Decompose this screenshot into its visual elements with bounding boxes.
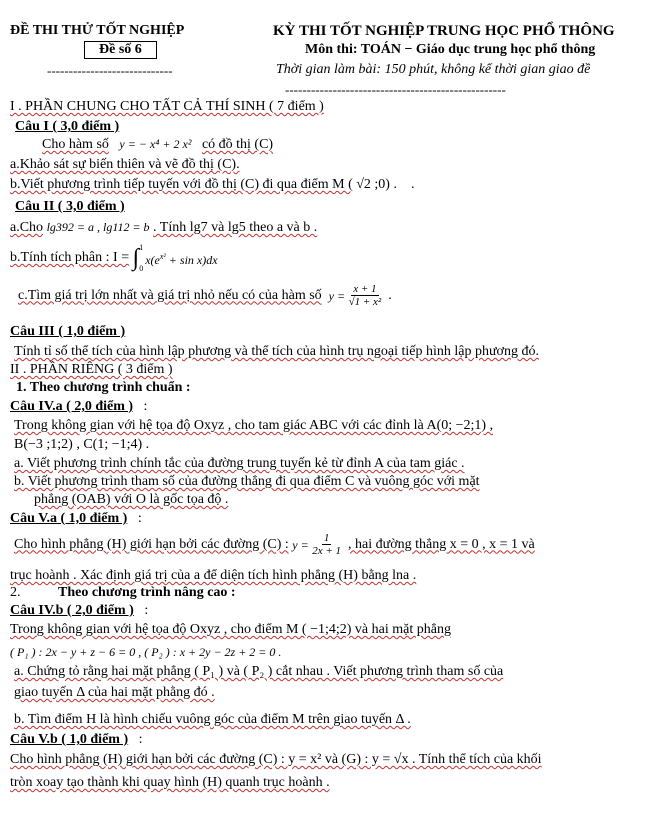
question-2-c (18, 283, 392, 308)
question-4b-a2: giao tuyến Δ của hai mặt phằng đó . (14, 685, 215, 700)
exam-code-box: Đề số 6 (84, 41, 157, 59)
question-4b-b: b. Tìm điểm H là hình chiếu vuông góc của điểm M trên giao tuyến Δ . (14, 712, 411, 727)
header-left-rule: ----------------------------- (47, 63, 173, 78)
program-2-num: 2. (10, 585, 21, 600)
q2-integral (133, 243, 218, 273)
q5a-line1-post: , hai đường thẳng x = 0 , x = 1 và (348, 536, 535, 552)
question-4b-a1: a. Chứng tỏ rằng hai mặt phẳng ( P₁ ) và ( P₂ ) cắt nhau . Viết phương trình tham số của (14, 664, 504, 679)
question-1-b (10, 177, 414, 193)
q1-b-dot: . (410, 177, 415, 192)
integral-limits (139, 243, 143, 273)
question-3-text: Tính tỉ số thể tích của hình lập phương và thể tích của hình trụ ngoại tiếp hình lập phương đó. (14, 344, 539, 359)
question-4b-heading: Câu IV.b ( 2,0 điểm ) (10, 603, 134, 618)
question-4b-heading-row (10, 603, 148, 619)
q2-c-fraction: $\frac{x + 1}{\text{√1 + x²}}$ (348, 283, 382, 308)
question-4a-line1: Trong không gian với hệ tọa độ Oxyz , cho tam giác ABC với các đỉnh là A(0; −2;1) , (14, 418, 494, 433)
question-5b-line2: tròn xoay tạo thành khi quay hình (H) quanh trục hoành . (10, 775, 330, 790)
question-2-heading: Câu II ( 3,0 điểm ) (15, 199, 125, 214)
time-line: Thời gian làm bài: 150 phút, không kể thời gian giao đề (276, 62, 591, 77)
q2-c-pre: c.Tìm giá trị lớn nhất và giá trị nhỏ nếu có của hàm số (18, 287, 322, 303)
program-2-heading-row (10, 585, 236, 601)
header-right-rule: --------------------------------------------------- (285, 82, 506, 97)
question-2-b (10, 243, 218, 273)
q2-c-dot: . (388, 287, 392, 303)
question-4a-heading-row (10, 399, 147, 415)
integrand: $x(e^{x^2} + \sin x)dx$ (145, 251, 218, 267)
q1-b-point: √2 ;0) . (356, 177, 397, 192)
integral-upper: 1 (139, 243, 144, 252)
q5b-colon: : (138, 732, 143, 747)
q1-intro-a: Cho hàm số (42, 137, 109, 152)
question-5b-heading: Câu V.b ( 1,0 điểm ) (10, 732, 129, 747)
q2-a-post: . Tính lg7 và lg5 theo a và b . (153, 220, 318, 235)
q5a-y: y = (292, 537, 309, 552)
q2-a-math: lg392 = a , lg112 = b (46, 220, 150, 234)
q5a-colon: : (137, 511, 142, 526)
question-5a-heading: Câu V.a ( 1,0 điểm ) (10, 511, 128, 526)
header-right-title: KỲ THI TỐT NGHIỆP TRUNG HỌC PHỔ THÔNG (273, 23, 615, 39)
question-5a-line2: trục hoành . Xác định giá trị của a để diện tích hình phẳng (H) bằng lna . (10, 568, 417, 583)
question-1-intro (42, 136, 273, 153)
q4b-colon: : (144, 603, 149, 618)
part2-title: II . PHẦN RIÊNG ( 3 điểm ) (10, 362, 173, 377)
question-4a-line2: B(−3 ;1;2) , C(1; −1;4) . (14, 437, 150, 452)
question-4b-planes: ( P₁ ) : 2x − y + z − 6 = 0 , ( P₂ ) : x + 2y − 2z + 2 = 0 . (10, 645, 282, 659)
question-5b-heading-row (10, 732, 143, 748)
program-2-heading: Theo chương trình nâng cao : (58, 585, 236, 600)
subject-line: Môn thi: TOÁN − Giáo dục trung học phổ thông (305, 42, 596, 57)
q5a-line1-pre: Cho hình phẳng (H) giới hạn bởi các đường (C) : (14, 536, 289, 552)
q1-function: y = − x⁴ + 2 x² (119, 137, 192, 151)
question-5a-line1 (14, 532, 535, 557)
question-4b-line1: Trong không gian với hệ tọa độ Oxyz , cho điểm M ( −1;4;2) và hai mặt phẳng (10, 622, 451, 637)
q5a-fraction: $\frac{1}{2x + 1}$ (312, 532, 341, 557)
integral-sign: ∫ (132, 245, 140, 271)
q1-intro-b: có đồ thị (C) (201, 137, 274, 152)
header-left-title: ĐỀ THI THỬ TỐT NGHIỆP (10, 23, 185, 38)
question-2-a (10, 219, 317, 236)
q2-b-pre: b.Tính tích phân : I = (10, 250, 130, 265)
question-5b-line1: Cho hình phẳng (H) giới hạn bởi các đường (C) : y = x² và (G) : y = √x . Tính thể tích của khối (10, 752, 542, 767)
q2-c-lhs: y = (328, 288, 346, 303)
question-4a-heading: Câu IV.a ( 2,0 điểm ) (10, 399, 134, 414)
question-1-heading: Câu I ( 3,0 điểm ) (15, 119, 120, 134)
q4a-colon: : (143, 399, 148, 414)
integral-lower: 0 (139, 264, 144, 273)
question-1-a: a.Khảo sát sự biến thiên và vẽ đồ thị (C). (10, 157, 240, 172)
q1-b-text: b.Viết phương trình tiếp tuyến với đồ thị (C) đi qua điểm M ( (10, 177, 353, 192)
question-3-heading: Câu III ( 1,0 điểm ) (10, 324, 126, 339)
program-1-heading: 1. Theo chương trình chuẩn : (16, 380, 191, 395)
question-4a-b2: phẳng (OAB) với O là gốc tọa độ . (34, 492, 229, 507)
question-5a-heading-row (10, 511, 142, 527)
q2-a-pre: a.Cho (10, 220, 44, 235)
question-4a-b1: b. Viết phương trình tham số của đường thẳng đi qua điểm C và vuông góc với mặt (14, 474, 480, 489)
part1-title: I . PHẦN CHUNG CHO TẤT CẢ THÍ SINH ( 7 điểm ) (10, 99, 324, 114)
question-4a-a: a. Viết phương trình chính tắc của đường trung tuyến kẻ từ đỉnh A của tam giác . (14, 456, 465, 471)
